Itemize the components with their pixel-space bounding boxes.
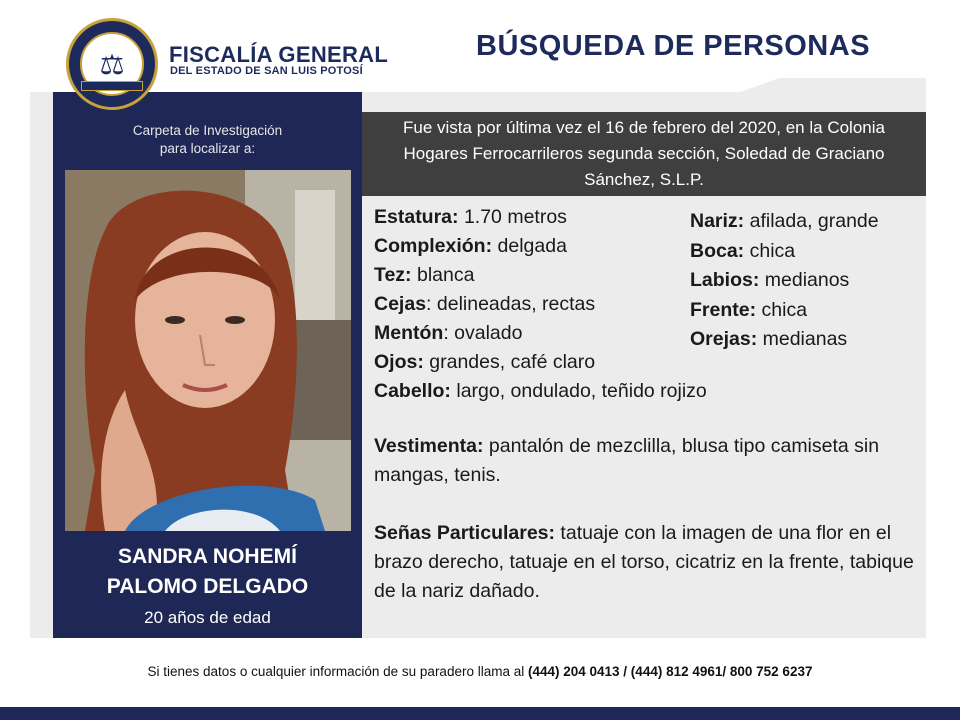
trait-forehead: Frente: chica (690, 298, 808, 321)
trait-lips: Labios: medianos (690, 269, 850, 291)
distinguishing-marks: Señas Particulares: tatuaje con la imagen de una flor en el brazo derecho, tatuaje en el torso, cicatriz en la frente, tabique de la nariz dañado. (374, 522, 914, 602)
traits-list-left (374, 203, 707, 406)
org-name: FISCALÍA GENERAL (169, 42, 389, 67)
last-seen-text: Fue vista por última vez el 16 de febrero del 2020, en la Colonia Hogares Ferrocarrileros segunda sección, Soledad de Graciano Sánchez, S.L.P. (403, 118, 885, 189)
person-name: SANDRA NOHEMÍ PALOMO DELGADO (106, 545, 309, 598)
trait-chin: Mentón: ovalado (374, 322, 523, 344)
profile-column (53, 92, 362, 638)
clothing-description: Vestimenta: pantalón de mezclilla, blusa tipo camiseta sin mangas, tenis. (374, 435, 880, 486)
trait-build: Complexión: delgada (374, 235, 567, 257)
footer-phones: (444) 204 0413 / (444) 812 4961/ 800 752 6237 (527, 664, 813, 679)
scales-of-justice-icon: ⚖ (66, 18, 158, 110)
trait-hair: Cabello: largo, ondulado, teñido rojizo (374, 380, 707, 402)
traits-list-right (690, 207, 879, 355)
footer-contact (0, 664, 960, 679)
missing-person-photo (65, 170, 351, 531)
trait-eyes: Ojos: grandes, café claro (374, 351, 596, 373)
trait-eyebrows: Cejas: delineadas, rectas (374, 293, 596, 315)
last-seen-box (362, 112, 926, 196)
folder-label: Carpeta de Investigación para localizar a: (132, 123, 283, 156)
trait-mouth: Boca: chica (690, 239, 796, 262)
page-title: BÚSQUEDA DE PERSONAS (476, 30, 871, 62)
trait-ears: Orejas: medianas (690, 328, 848, 350)
org-subtitle: DEL ESTADO DE SAN LUIS POTOSÍ (170, 65, 363, 77)
bottom-bar (0, 707, 960, 720)
trait-height: Estatura: 1.70 metros (374, 206, 567, 228)
person-age: 20 años de edad (144, 608, 271, 627)
trait-complexion: Tez: blanca (374, 264, 475, 286)
trait-nose: Nariz: afilada, grande (690, 210, 879, 232)
portrait-photo (65, 170, 351, 531)
footer-text: Si tienes datos o cualquier información de su paradero llama al (147, 664, 528, 679)
